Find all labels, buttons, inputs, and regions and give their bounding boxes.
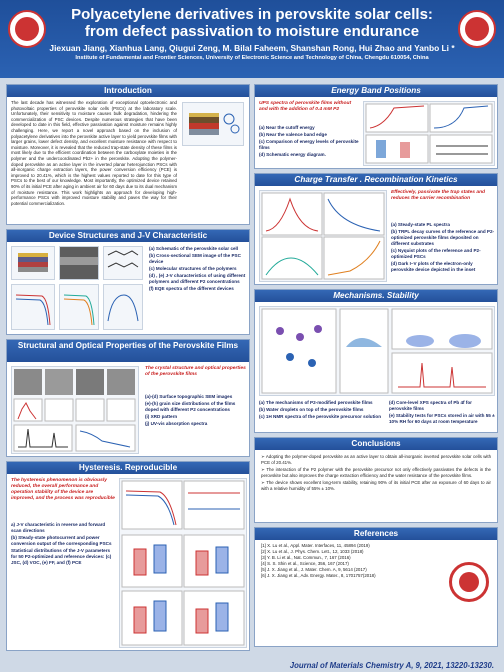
structural-note: The crystal structure and optical properties of the perovskite films (145, 366, 246, 377)
references-panel (254, 527, 498, 647)
device-structures-panel (6, 229, 250, 335)
reference-item: [5] J. X. Jiang et al., J. Mater. Chem. A, 9, 5614 (2017) (261, 567, 367, 572)
hysteresis-figures (119, 478, 247, 648)
structural-item: (a)-(d) Surface topographic SEM images (145, 394, 233, 399)
mechanisms-panel (254, 289, 498, 433)
introduction-panel (6, 84, 250, 225)
hysteresis-note: The hysteresis phenomenon is obviously reduced, the overall performance and operation stability of the device are improved, and the process was reproducible (11, 478, 115, 501)
charge-item: (a) Steady-state PL spectra (391, 222, 450, 227)
reference-item: [3] Y. B. Li et al., Nat. Commun., 7, 167 (2016) (261, 555, 351, 560)
energy-item: (a) Near the cutoff energy (259, 125, 315, 130)
reference-item: [6] J. X. Jiang et al., Adv. Energy. Mater., 8, 1701757(2018) (261, 573, 376, 578)
institution: Institute of Fundamental and Frontier Sciences, University of Electronic Science and Technology of China, Chengdu 610054, China (75, 55, 429, 61)
structural-list (145, 394, 247, 428)
ups-figures (363, 101, 495, 166)
reference-item: [1] X. Lu et al., Appl. Mater. Interfaces, 11, 45894 (2019) (261, 543, 370, 548)
poster-title-line2: from defect passivation to moisture endurance (84, 23, 420, 40)
structural-optical-panel (6, 339, 250, 457)
structural-item: (j) UV-vis absorption spectra (145, 421, 208, 426)
journal-citation: Journal of Materials Chemistry A, 9, 2021, 13220-13230. (289, 661, 494, 670)
hysteresis-panel (6, 461, 250, 651)
jv-curve-polymers (11, 284, 55, 330)
author-list: Jiexuan Jiang, Xianhua Lang, Qiugui Zeng, M. Bilal Faheem, Shanshan Rong, Hui Zhao and Yanbo Li * (49, 43, 455, 53)
structural-item: (e)-(h) grain size distributions of the films doped with different P2 concentrations (145, 401, 236, 412)
reference-item: [4] S. S. Shin et al., Science, 356, 167 (2017) (261, 561, 349, 566)
solar-cell-schematic (11, 246, 55, 280)
mechanisms-list-left (259, 400, 385, 421)
hysteresis-list (11, 522, 115, 567)
energy-item: (b) Near the valence band edge (259, 132, 327, 137)
hysteresis-item: a) J-V characteristic in reverse and forward scan directions (11, 522, 106, 533)
conclusions-list (255, 450, 497, 496)
device-item: (b) Cross-sectional SEM image of the PSC device (149, 253, 241, 264)
charge-transfer-panel (254, 173, 498, 285)
introduction-heading: Introduction (7, 85, 249, 97)
jv-curve-concentration (59, 284, 99, 330)
conclusion-item: ➢ The interaction of the P2 polymer with the perovskite precursor not only effectively passivates the defects in the perovskite but also improves the charge extraction efficiency and the water resistance of the perovskite films. (261, 467, 491, 478)
device-item: (c) Molecular structures of the polymers (149, 266, 237, 271)
energy-band-note: UPS spectra of perovskite films without and with the addition of 0.4 mM P2 (259, 101, 352, 112)
mechanism-figures (259, 306, 495, 396)
introduction-text: The last decade has witnessed the exploration of exceptional optoelectronic and photovoltaic properties of perovskite solar cells (PSCs) at the laboratory scale. Unfortunately, their sensitivity to moisture causes bulk degradation, hindering the commercialization of PSC devices. Despite numerous strategies that have been developed to date in this field, effective passivation against moisture remains highly challenging. Here, we report a novel approach based on the inclusion of polyacetylene derivatives into the perovskite active layer to yield perovskite films with larger grains, lower defect density, and excellent moisture resistance with respect to moisture. Moreover, it is revealed that the reduced trap-state density of these films is most likely due to the efficient coordination between the carboxylate moieties in the polymer and the undercoordinated Pb2+ in the perovskite. Adopting the polymer-doped perovskite as an active layer in the inverted planar heterojunction PSCs with all-inorganic charge extraction layers, the power conversion efficiency (PCE) is improved to 20.41%, which is the highest values reported to date for this type of PSCs to the best of our knowledge. Most importantly, the optimized device retained 90% of its initial PCE after aging in ambient air for 60 days due to its dual mechanism of moisture resistance. This work highlights an approach for developing high-performance PSCs with improved moisture stability and paves the way for their potential commercialization. (11, 100, 177, 206)
mechanisms-heading: Mechanisms. Stability (255, 290, 497, 302)
mechanism-item: (e) Stability tests for PSCs stored in air with 55 ± 10% RH for 60 days at room temperature (389, 413, 495, 424)
hysteresis-item: (b) Steady-state photocurrent and power conversion output of the corresponding PSCs (11, 535, 112, 546)
university-seal (449, 562, 489, 602)
poster-header (0, 0, 504, 78)
mechanisms-list-right (389, 400, 495, 426)
device-item: (a) Schematic of the perovskite solar cell (149, 246, 239, 251)
hysteresis-item: Statistical distributions of the J-V parameters for 50 P2-optimized and reference devices: (c) JSC, (d) VOC, (e) FF, and (f) PCE (11, 548, 112, 565)
energy-band-heading: Energy Band Positions (255, 85, 497, 97)
poster-title-line1: Polyacetylene derivatives in perovskite solar cells: (71, 6, 433, 23)
energy-band-panel (254, 84, 498, 169)
cross-section-sem (59, 246, 99, 280)
eqe-spectra (103, 284, 143, 330)
references-list (255, 540, 445, 582)
mechanism-item: (a) The mechanisms of P2-modified perovskite films (259, 400, 373, 405)
reference-item: [2] X. Lu et al., J. Phys. Chem. Lett., 12, 1033 (2018) (261, 549, 364, 554)
charge-transfer-list (391, 222, 495, 274)
sem-grain-images (11, 366, 139, 454)
device-item: (d) , (e) J-V characteristics of using different polymers and different P2 concentrations (149, 273, 246, 284)
university-logo-left (8, 10, 46, 48)
charge-transfer-note: Effectively, passivate the trap states and reduces the carrier recombination (391, 190, 486, 201)
energy-item: (d) Schematic energy diagram. (259, 152, 326, 157)
device-structures-list (149, 246, 247, 293)
mechanism-item: (b) Water droplets on top of the perovskite films (259, 407, 364, 412)
conclusions-panel (254, 437, 498, 523)
conclusions-heading: Conclusions (255, 438, 497, 450)
device-item: (f) EQE spectra of the different devices (149, 286, 234, 291)
energy-band-list (259, 125, 359, 159)
mechanism-item: (c) 1H NMR spectra of the perovskite precursor solution (259, 414, 382, 419)
charge-item: (b) TRPL decay curves of the reference and P2-optimized perovskite films deposited on different substrates (391, 229, 495, 246)
energy-item: (c) Comparison of energy levels of perovskite films (259, 139, 359, 150)
hysteresis-heading: Hysteresis. Reproducible (7, 462, 249, 474)
conclusion-item: ➢ Adopting the polymer-doped perovskite as an active layer to obtain all-inorganic inverted perovskite solar cells with PCE of 20.41%. (261, 454, 492, 465)
mechanism-item: (d) Core-level XPS spectra of Pb 4f for perovskite films (389, 400, 472, 411)
device-structures-heading: Device Structures and J-V Characteristic (7, 230, 249, 242)
charge-transfer-heading: Charge Transfer . Recombination Kinetics (255, 174, 497, 186)
university-logo-right (458, 10, 496, 48)
conclusion-item: ➢ The device shows excellent long-term stability, retaining 90% of its initial PCE after an exposure of 60 days to air with a relative humidity of 55% ± 10%. (261, 480, 491, 491)
pl-trpl-figures (259, 190, 387, 282)
charge-item: (d) Dark I–V plots of the electron-only perovskite device depicted in the inset (391, 261, 476, 272)
charge-item: (c) Nyquist plots of the reference and P2-optimized PSCs (391, 248, 481, 259)
polymer-structures (103, 246, 143, 280)
structural-optical-heading: Structural and Optical Properties of the Perovskite Films (7, 340, 249, 362)
device-schematic-figure (182, 102, 244, 146)
structural-item: (i) XRD pattern (145, 414, 178, 419)
references-heading: References (255, 528, 497, 540)
